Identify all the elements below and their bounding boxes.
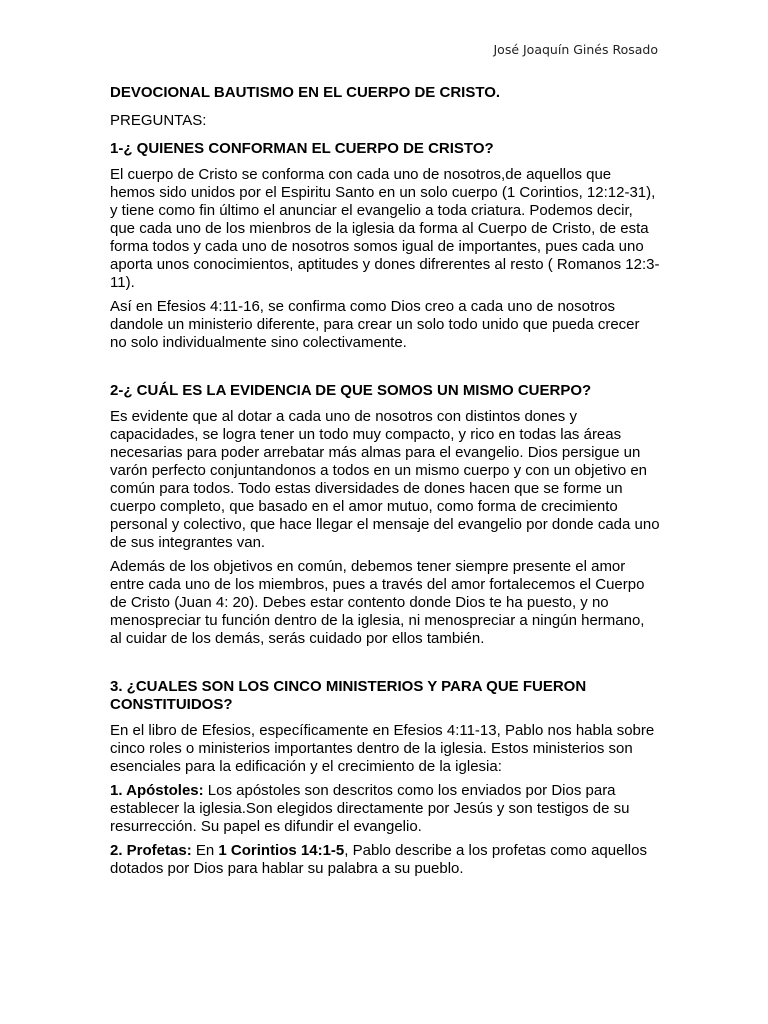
ministry-item-prophets-reference: 1 Corintios 14:1-5 xyxy=(218,842,345,859)
question-1-heading: 1-¿ QUIENES CONFORMAN EL CUERPO DE CRISTO? xyxy=(110,140,494,157)
question-2-heading: 2-¿ CUÁL ES LA EVIDENCIA DE QUE SOMOS UN MISMO CUERPO? xyxy=(110,382,592,399)
document-author: José Joaquín Ginés Rosado xyxy=(493,42,658,57)
questions-label: PREGUNTAS: xyxy=(110,112,207,129)
question-2-paragraph-2: Además de los objetivos en común, debemos tener siempre presente el amor entre cada uno de los miembros, pues a través del amor fortalecemos el Cuerpo de Cristo (Juan 4: 20). Debes estar contento donde Dios te ha puesto, y no menospreciar tu función dentro de la iglesia, ni menospreciar a ningún hermano, al cuidar de los demás, serás cuidado por ellos también. xyxy=(110,558,645,647)
question-1-paragraph-1: El cuerpo de Cristo se conforma con cada uno de nosotros,de aquellos que hemos sido unidos por el Espiritu Santo en un solo cuerpo (1 Corintios, 12:12-31), y tiene como fin último el anunciar el evangelio a toda criatura. Podemos decir, que cada uno de los mienbros de la iglesia da forma al Cuerpo de Cristo, de esta forma todos y cada uno de nosotros somos igual de importantes, pues cada uno aporta unos conocimientos, aptitudes y dones difrerentes al resto ( Romanos 12:3-11). xyxy=(110,166,660,291)
question-3-heading: 3. ¿CUALES SON LOS CINCO MINISTERIOS Y PARA QUE FUERON CONSTITUIDOS? xyxy=(110,678,587,713)
question-3-intro: En el libro de Efesios, específicamente en Efesios 4:11-13, Pablo nos habla sobre cinco roles o ministerios importantes dentro de la iglesia. Estos ministerios son esenciales para la edificación y el crecimiento de la iglesia: xyxy=(110,722,655,775)
question-1-paragraph-2: Así en Efesios 4:11-16, se confirma como Dios creo a cada uno de nosotros dandole un ministerio diferente, para crear un solo todo unido que pueda crecer no solo individualmente sino colectivamente. xyxy=(110,298,640,351)
ministry-item-prophets xyxy=(110,842,660,878)
ministry-item-apostles xyxy=(110,782,660,836)
ministry-item-apostles-label: 1. Apóstoles: xyxy=(110,782,204,799)
ministry-item-prophets-label: 2. Profetas: xyxy=(110,842,192,859)
ministry-item-apostles-text: Los apóstoles son descritos como los enviados por Dios para establecer la iglesia.Son elegidos directamente por Jesús y son testigos de su resurrección. Su papel es difundir el evangelio. xyxy=(110,782,630,835)
document-title: DEVOCIONAL BAUTISMO EN EL CUERPO DE CRISTO. xyxy=(110,84,501,101)
document-body xyxy=(110,84,660,884)
ministry-item-prophets-pre: En xyxy=(191,842,219,859)
ministry-item-prophets-text: , Pablo describe a los profetas como aquellos dotados por Dios para hablar su palabra a su pueblo. xyxy=(110,842,647,877)
question-2-paragraph-1: Es evidente que al dotar a cada uno de nosotros con distintos dones y capacidades, se logra tener un todo muy compacto, y rico en todas las áreas necesarias para poder arrebatar más almas para el evangelio. Dios persigue un varón perfecto conjuntandonos a todos en un mismo cuerpo y con un objetivo en común para todos. Todo estas diversidades de dones hacen que se forme un cuerpo completo, que basado en el amor mutuo, como forma de crecimiento personal y colectivo, que hace llegar el mensaje del evangelio por donde cada uno de sus integrantes van. xyxy=(110,408,660,551)
